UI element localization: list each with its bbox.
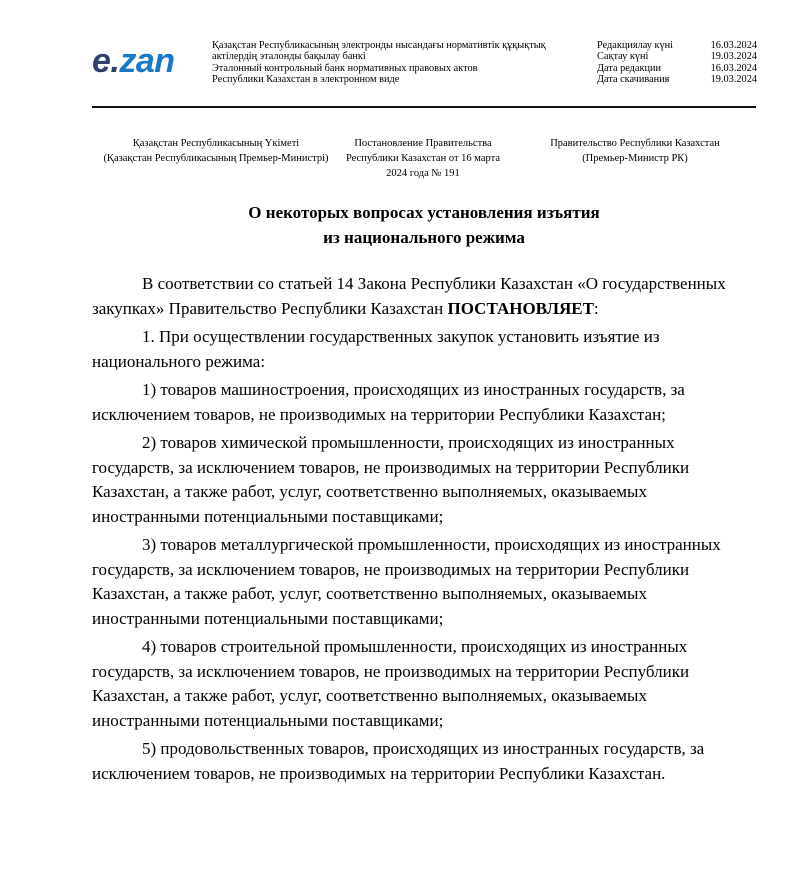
preamble-text: В соответствии со статьей 14 Закона Республики Казахстан «О государственных закупках» Правительство Республики Казахстан (92, 274, 726, 318)
header-divider (92, 106, 756, 108)
registry-line: Республики Казахстан в электронном виде (212, 74, 400, 86)
date-row (597, 40, 757, 51)
issuer-russian (530, 136, 740, 166)
document-body (92, 272, 756, 786)
issuer-line: (Қазақстан Республикасының Премьер-Министрі) (103, 153, 329, 164)
issuer-line: Правительство Республики Казахстан (550, 138, 720, 149)
date-row (597, 63, 757, 74)
issuer-line: Қазақстан Республикасының Үкіметі (132, 138, 300, 149)
title-line: из национального режима (323, 228, 525, 247)
issuer-line: Постановление Правительства (354, 138, 492, 149)
clause-paragraph: 4) товаров строительной промышленности, происходящих из иностранных государств, за исключением товаров, не производимых на территории Республики Казахстан, а также работ, услуг, соответственно выполняемых, оказываемых иностранными потенциальными поставщиками; (92, 637, 690, 730)
issuer-line: 2024 года № 191 (386, 168, 460, 179)
date-label: Дата скачивания (597, 74, 670, 86)
issuer-line: Республики Казахстан от 16 марта (345, 153, 501, 164)
date-label: Редакциялау күні (597, 40, 674, 51)
registry-line: Эталонный контрольный банк нормативных правовых актов (212, 62, 478, 74)
clause-paragraph: 1. При осуществлении государственных закупок установить изъятие из национального режима: (92, 327, 660, 371)
registry-line: актілердің эталонды бақылау банкі (212, 51, 366, 63)
logo-part-e: e. (92, 42, 120, 80)
ezan-logo (92, 44, 175, 78)
date-value: 19.03.2024 (710, 51, 757, 63)
resolves-keyword: ПОСТАНОВЛЯЕТ (447, 298, 594, 318)
issuer-line: (Премьер-Министр РК) (582, 153, 688, 164)
date-label: Сақтау күні (597, 51, 649, 63)
date-value: 16.03.2024 (710, 40, 757, 51)
date-label: Дата редакции (597, 62, 662, 74)
date-value: 16.03.2024 (710, 62, 757, 74)
date-row (597, 74, 757, 85)
document-dates (597, 40, 757, 86)
date-value: 19.03.2024 (710, 74, 757, 86)
logo-part-zan: zan (119, 42, 175, 80)
preamble-paragraph (92, 272, 756, 321)
registry-line: Қазақстан Республикасының электронды нысандағы нормативтік құқықтық (212, 40, 546, 51)
clause-paragraph: 3) товаров металлургической промышленности, происходящих из иностранных государств, за исключением товаров, не производимых на территории Республики Казахстан, а также работ, услуг, соответственно выполняемых, оказываемых иностранными потенциальными поставщиками; (92, 535, 721, 628)
title-line: О некоторых вопросах установления изъятия (248, 203, 600, 222)
document-title (92, 200, 756, 250)
preamble-end: : (593, 298, 599, 318)
clause-paragraph: 1) товаров машиностроения, происходящих из иностранных государств, за исключением товаров, не производимых на территории Республики Казахстан; (92, 380, 685, 424)
issuer-act-reference (340, 136, 506, 181)
clause-paragraph: 2) товаров химической промышленности, происходящих из иностранных государств, за исключением товаров, не производимых на территории Республики Казахстан, а также работ, услуг, соответственно выполняемых, оказываемых иностранными потенциальными поставщиками; (92, 433, 690, 526)
registry-description (212, 40, 582, 86)
issuer-kazakh (92, 136, 340, 166)
clause-paragraph: 5) продовольственных товаров, происходящих из иностранных государств, за исключением товаров, не производимых на территории Республики Казахстан. (92, 739, 705, 783)
date-row (597, 51, 757, 62)
